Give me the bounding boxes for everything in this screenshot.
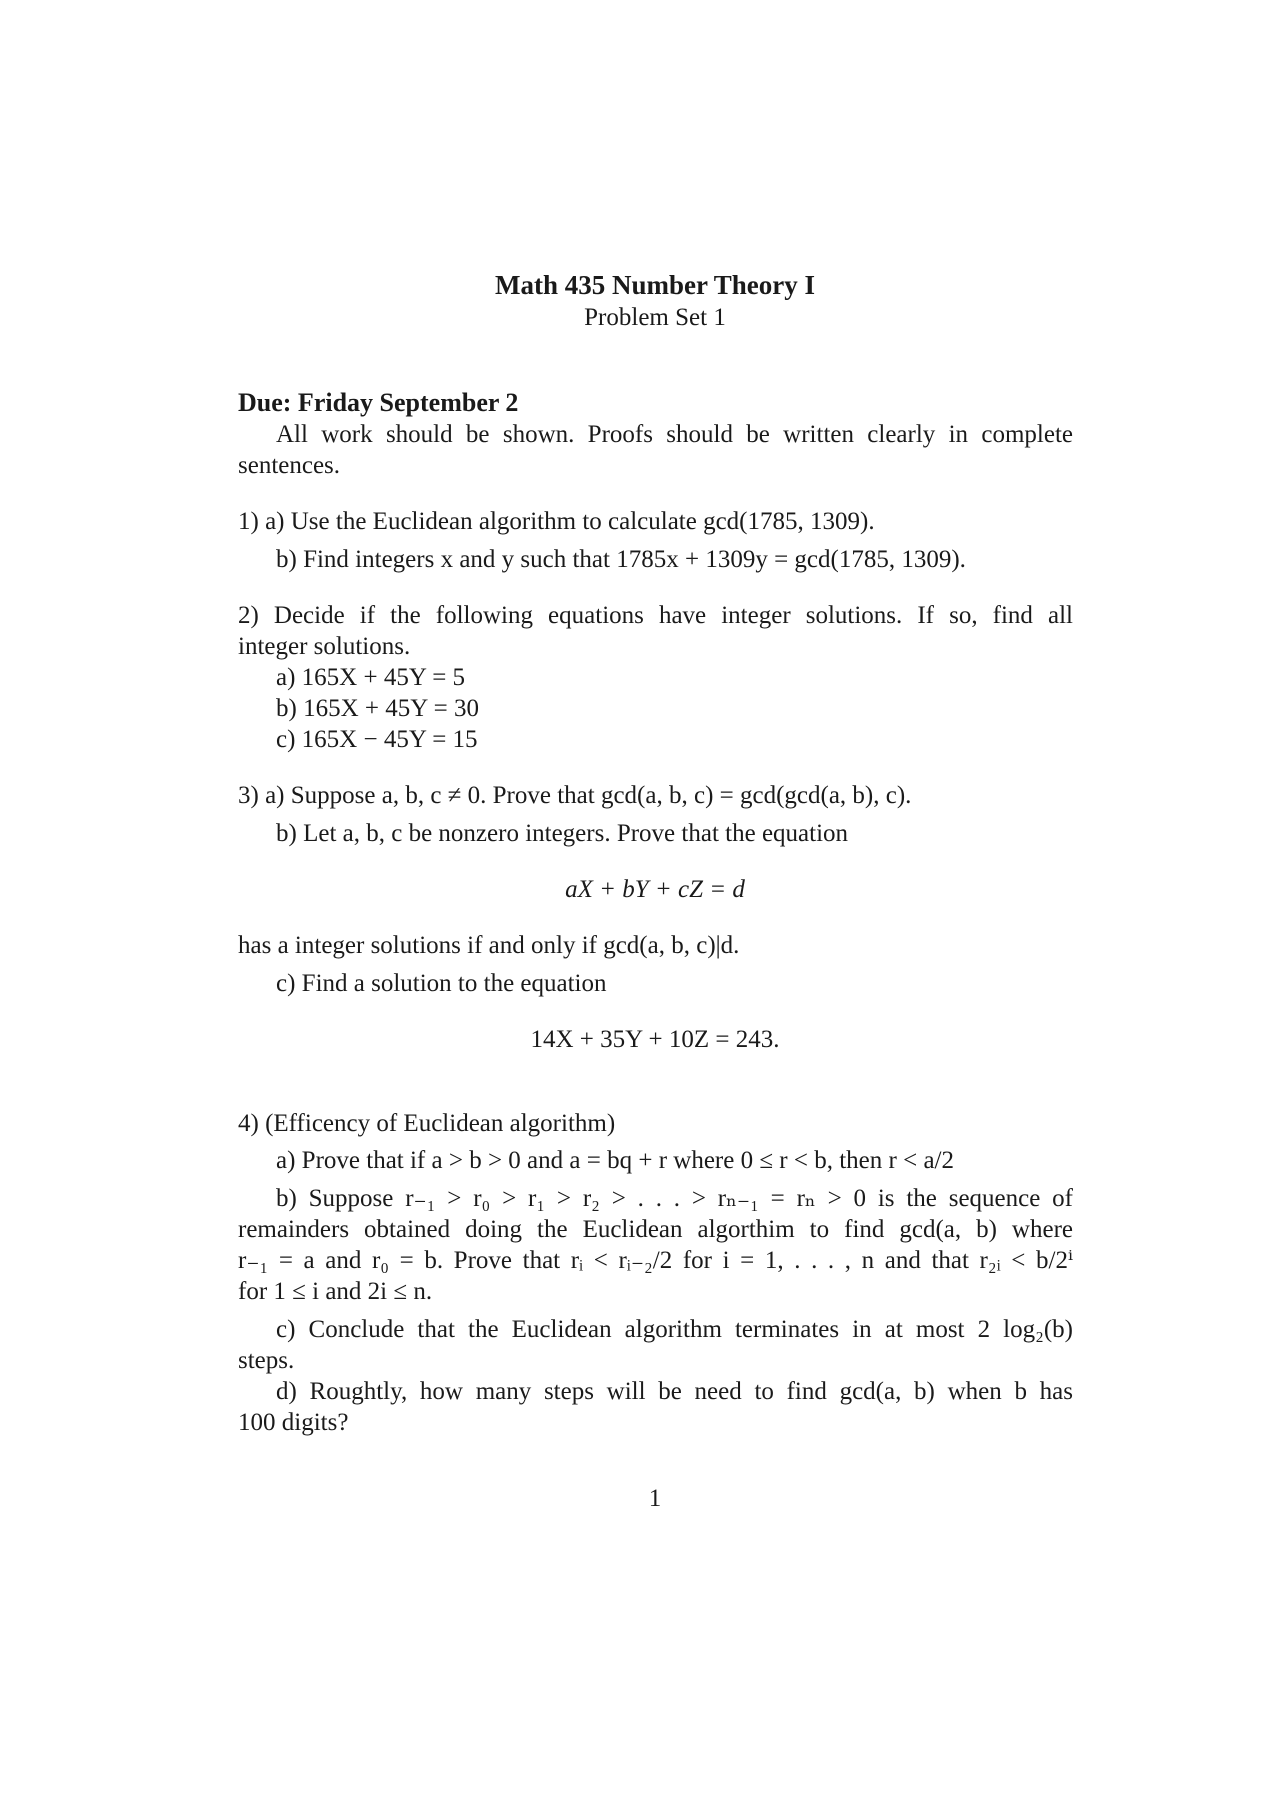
problem-2c: c) 165X − 45Y = 15 [276,726,478,753]
due-date: Due: Friday September 2 [238,388,519,417]
problem-3a: 3) a) Suppose a, b, c ≠ 0. Prove that gcd(a, b, c) = gcd(gcd(a, b), c). [238,782,912,809]
problem-4c-line-1: c) Conclude that the Euclidean algorithm terminates in at most 2 log₂(b) [276,1316,1073,1343]
problem-4b-line-3: r₋₁ = a and r₀ = b. Prove that rᵢ < rᵢ₋₂/2 for i = 1, . . . , n and that r₂ᵢ < b/2ⁱ [238,1247,1073,1274]
page-number: 1 [648,1485,662,1512]
problem-4b-line-4: for 1 ≤ i and 2i ≤ n. [238,1278,433,1305]
problem-3b: b) Let a, b, c be nonzero integers. Prove that the equation [276,820,849,847]
problem-4a: a) Prove that if a > b > 0 and a = bq + r where 0 ≤ r < b, then r < a/2 [276,1147,954,1174]
intro-line-1: All work should be shown. Proofs should be written clearly in complete [276,421,1073,448]
problem-4d-line-2: 100 digits? [238,1409,349,1436]
problem-2b: b) 165X + 45Y = 30 [276,695,479,722]
problem-4-heading: 4) (Efficency of Euclidean algorithm) [238,1110,616,1137]
equation-1: aX + bY + cZ = d [565,876,745,903]
intro-line-2: sentences. [238,452,341,479]
problem-1a: 1) a) Use the Euclidean algorithm to calculate gcd(1785, 1309). [238,508,875,535]
problem-2-line-1: 2) Decide if the following equations have integer solutions. If so, find all [238,602,1073,629]
problem-2a: a) 165X + 45Y = 5 [276,664,466,691]
problem-1b: b) Find integers x and y such that 1785x + 1309y = gcd(1785, 1309). [276,546,966,573]
problem-3b-continued: has a integer solutions if and only if gcd(a, b, c)|d. [238,932,740,959]
problem-4d-line-1: d) Roughtly, how many steps will be need to find gcd(a, b) when b has [276,1378,1073,1405]
problem-4b-line-1: b) Suppose r₋₁ > r₀ > r₁ > r₂ > . . . > rₙ₋₁ = rₙ > 0 is the sequence of [276,1185,1073,1212]
problem-3c: c) Find a solution to the equation [276,970,607,997]
problem-2-line-2: integer solutions. [238,633,411,660]
problem-4c-line-2: steps. [238,1347,295,1374]
equation-2: 14X + 35Y + 10Z = 243. [530,1026,780,1053]
page-subtitle: Problem Set 1 [584,304,726,331]
page-title: Math 435 Number Theory I [494,270,815,300]
problem-4b-line-2: remainders obtained doing the Euclidean algorthim to find gcd(a, b) where [238,1216,1073,1243]
